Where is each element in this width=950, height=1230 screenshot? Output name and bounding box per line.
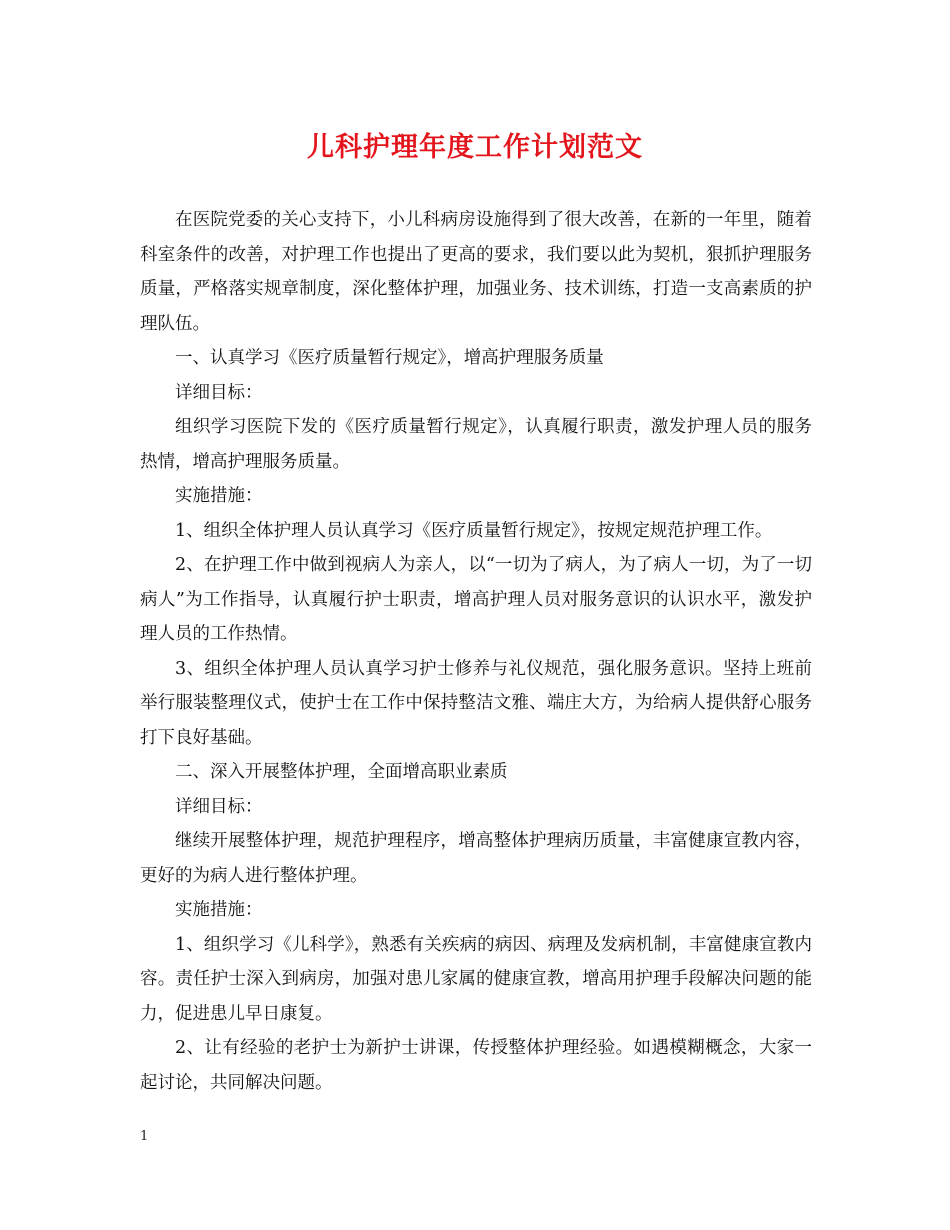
subheading-goal-2: 详细目标：	[175, 796, 263, 817]
measure-1-3: 3、组织全体护理人员认真学习护士修养与礼仪规范，强化服务意识。坚持上班前举行服装整理仪式，使护士在工作中保持整洁文雅、端庄大方，为给病人提供舒心服务打下良好基础。	[140, 658, 812, 748]
measure-2-2: 2、让有经验的老护士为新护士讲课，传授整体护理经验。如遇模糊概念，大家一起讨论，共同解决问题。	[140, 1038, 812, 1093]
paragraph-goal-2: 继续开展整体护理，规范护理程序，增高整体护理病历质量，丰富健康宣教内容，更好的为病人进行整体护理。	[140, 831, 812, 886]
section-heading-2: 二、深入开展整体护理，全面增高职业素质	[175, 762, 508, 782]
measure-1-1: 1、组织全体护理人员认真学习《医疗质量暂行规定》，按规定规范护理工作。	[175, 520, 773, 541]
subheading-measures-2: 实施措施：	[175, 900, 263, 920]
measure-1-2: 2、在护理工作中做到视病人为亲人，以“一切为了病人，为了病人一切，为了一切病人”为工作指导，认真履行护士职责，增高护理人员对服务意识的认识水平，激发护理人员的工作热情。	[140, 555, 812, 644]
subheading-goal-1: 详细目标：	[175, 382, 263, 403]
paragraph-goal-1: 组织学习医院下发的《医疗质量暂行规定》，认真履行职责，激发护理人员的服务热情，增高护理服务质量。	[140, 417, 812, 472]
document-body	[140, 203, 812, 1100]
document-title: 儿科护理年度工作计划范文	[307, 132, 643, 163]
page-number: 1	[140, 1129, 149, 1144]
subheading-measures-1: 实施措施：	[175, 486, 263, 506]
section-heading-1: 一、认真学习《医疗质量暂行规定》，增高护理服务质量	[175, 348, 604, 368]
paragraph-intro: 在医院党委的关心支持下，小儿科病房设施得到了很大改善，在新的一年里，随着科室条件的改善，对护理工作也提出了更高的要求，我们要以此为契机，狠抓护理服务质量，严格落实规章制度，深化整体护理，加强业务、技术训练，打造一支高素质的护理队伍。	[140, 210, 812, 334]
measure-2-1: 1、组织学习《儿科学》，熟悉有关疾病的病因、病理及发病机制，丰富健康宣教内容。责任护士深入到病房，加强对患儿家属的健康宣教，增高用护理手段解决问题的能力，促进患儿早日康复。	[140, 934, 812, 1024]
